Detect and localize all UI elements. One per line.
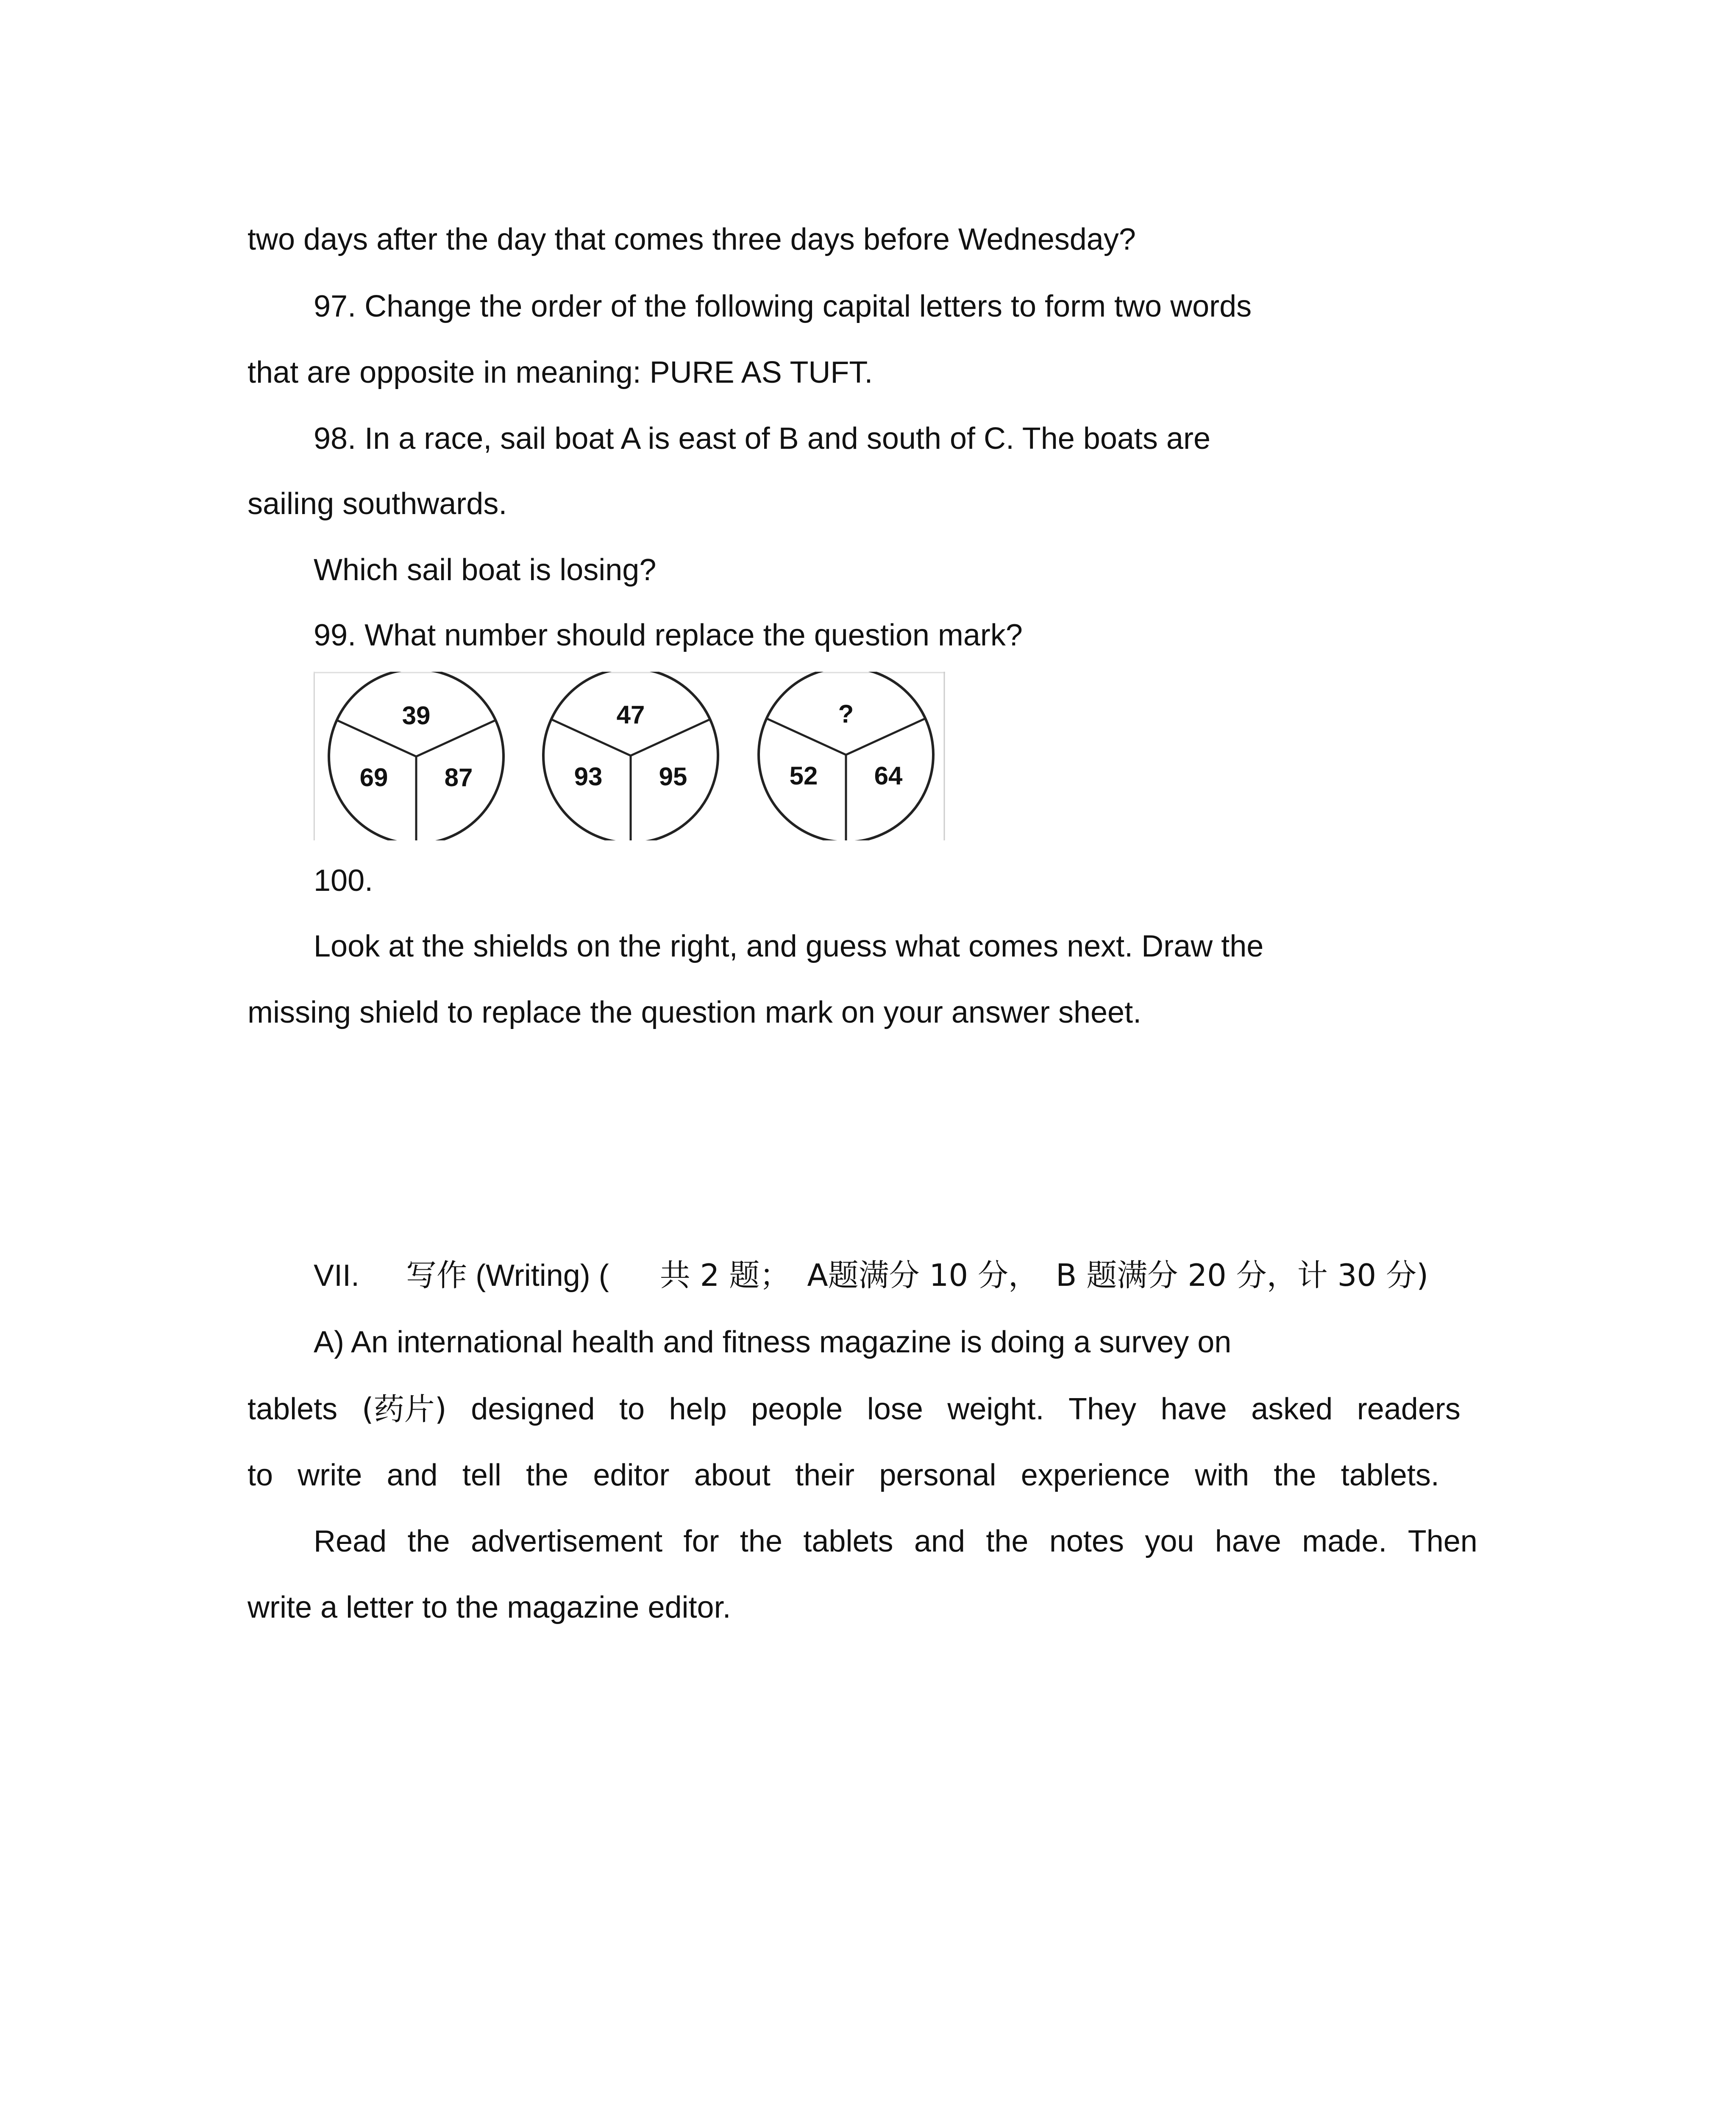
word: the — [526, 1458, 569, 1492]
circle-2-top-number: 47 — [616, 701, 645, 729]
word: tablets — [248, 1392, 338, 1426]
word: the — [407, 1524, 450, 1558]
word: editor — [593, 1458, 670, 1492]
word: readers — [1357, 1392, 1461, 1426]
number-circles-figure — [314, 672, 945, 840]
section-numeral: VII. — [314, 1259, 360, 1293]
word: for — [683, 1524, 719, 1558]
circle-1-top-number: 39 — [402, 701, 431, 730]
question-100-line-2: missing shield to replace the question mark on your answer sheet. — [248, 996, 1142, 1029]
word: to — [619, 1392, 645, 1426]
word: have — [1160, 1392, 1227, 1426]
word: the — [986, 1524, 1029, 1558]
word: tablets — [803, 1524, 893, 1558]
paragraph-a-line-2 — [248, 1391, 1461, 1427]
word: and — [914, 1524, 965, 1558]
word: lose — [867, 1392, 923, 1426]
word: with — [1195, 1458, 1249, 1492]
question-97-line-2: that are opposite in meaning: PURE AS TUFT. — [248, 356, 873, 389]
question-98-line-2: sailing southwards. — [248, 487, 507, 521]
question-98-line-1: 98. In a race, sail boat A is east of B and south of C. The boats are — [314, 422, 1210, 456]
question-100-number: 100. — [314, 864, 373, 898]
word: weight. — [947, 1392, 1044, 1426]
question-98-line-3: Which sail boat is losing? — [314, 553, 657, 587]
word: designed — [471, 1392, 595, 1426]
word: to — [248, 1458, 273, 1492]
circle-3-left-number: 52 — [789, 762, 818, 790]
paragraph-a-line-1: A) An international health and fitness magazine is doing a survey on — [314, 1325, 1232, 1359]
section-title-en: (Writing) ( — [476, 1259, 609, 1293]
word: advertisement — [470, 1524, 663, 1558]
word: about — [694, 1458, 771, 1492]
text-line: two days after the day that comes three days before Wednesday? — [248, 222, 1136, 256]
paragraph-a-line-3 — [248, 1457, 1439, 1493]
question-100-line-1: Look at the shields on the right, and guess what comes next. Draw the — [314, 929, 1264, 963]
word: experience — [1021, 1458, 1170, 1492]
word: (药片) — [362, 1391, 447, 1427]
number-circle-2 — [543, 672, 718, 840]
circle-1-left-number: 69 — [359, 763, 388, 792]
word: have — [1215, 1524, 1281, 1558]
circle-3-top-number: ? — [838, 700, 854, 728]
number-circle-3 — [759, 672, 933, 840]
word: the — [740, 1524, 782, 1558]
circle-3-right-number: 64 — [874, 762, 903, 790]
question-97-line-1: 97. Change the order of the following capital letters to form two words — [314, 289, 1252, 323]
word: tablets. — [1341, 1458, 1439, 1492]
section-part-b-score: B 题满分 20 分，计 30 分) — [1056, 1257, 1429, 1293]
question-99-line-1: 99. What number should replace the question mark? — [314, 618, 1023, 652]
word: made. — [1302, 1524, 1387, 1558]
circle-2-right-number: 95 — [659, 762, 687, 791]
paragraph-b-line-2: write a letter to the magazine editor. — [248, 1591, 731, 1624]
section-title-cn: 写作 — [406, 1257, 467, 1293]
word: personal — [879, 1458, 996, 1492]
section-count: 共 2 题； — [659, 1257, 790, 1293]
word: the — [1274, 1458, 1316, 1492]
section-part-a-score: A题满分 10 分， — [807, 1257, 1039, 1293]
number-circle-1 — [329, 672, 504, 840]
word: Read — [314, 1524, 387, 1558]
word: help — [669, 1392, 727, 1426]
word: tell — [462, 1458, 501, 1492]
word: notes — [1049, 1524, 1124, 1558]
word: asked — [1251, 1392, 1333, 1426]
paragraph-b-line-1 — [314, 1523, 1477, 1560]
circle-2-left-number: 93 — [574, 762, 603, 791]
word: you — [1145, 1524, 1194, 1558]
circle-1-right-number: 87 — [444, 763, 473, 792]
section-vii-heading — [314, 1257, 1428, 1294]
word: They — [1068, 1392, 1137, 1426]
word: and — [387, 1458, 438, 1492]
word: write — [298, 1458, 362, 1492]
word: their — [795, 1458, 855, 1492]
word: Then — [1408, 1524, 1477, 1558]
word: people — [751, 1392, 843, 1426]
